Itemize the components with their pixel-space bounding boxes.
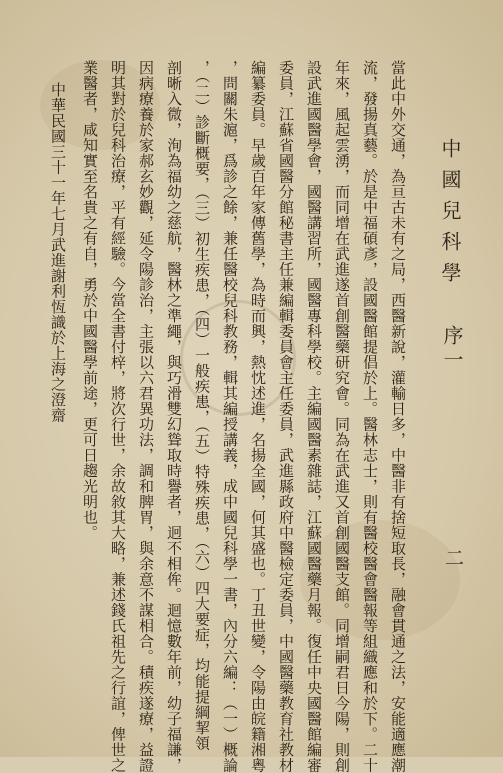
text-column-8: ，（二）診斷概要，（三）初生疾患，（四）一般疾患，（五）特殊疾患，（六）四大要症，均能提綱挈領 <box>193 60 211 751</box>
book-title: 中國兒科學 <box>438 138 462 293</box>
text-column-9: 剖晰入微，洵為福幼之慈航，醫林之準繩，與巧滑雙幻聳取時譽者，迥不相侔。迴憶數年前，幼子福謙， <box>165 60 183 773</box>
text-column-6: 編纂委員。早歲百年家傳舊學，為時而興，熱忱述進，名揚全國，何其盛也。丁丑世變，令陽由皖籍湘粵 <box>249 60 267 773</box>
page-number: 二 <box>442 548 464 567</box>
text-column-4: 設武進國醫學會，國醫講習所，國醫專科學校。主編國醫素雜誌，江蘇國醫藥月報。復任中央國醫館編審 <box>305 60 323 773</box>
signature-column: 中華民國三十一年七月武進謝利恆識於上海之澄齋 <box>49 82 67 423</box>
text-column-3: 年來，風起雲湧，而同增在武進遂首創醫藥研究會。同為在武進又首創國醫支館。同增嗣君日今陽，則創 <box>333 60 351 773</box>
paper-stain <box>300 520 460 640</box>
text-column-10: 因病療養於家郝玄妙觀，延令陽診治，主張以六君異功法，調和脾胃，與余意不謀相合。積疾遂療，益證 <box>137 60 155 773</box>
text-column-2: 流，發揚真藝。於是中福碩彥，設國醫館提倡於上。醫林志士，則有醫校醫會醫報等組織應和於下。二十 <box>361 60 379 773</box>
text-column-1: 當此中外交通，為亘古未有之局，西醫新說，灌輸日多，中醫非有捨短取長，融會貫通之法，安能適應潮 <box>389 60 407 773</box>
text-column-12: 業醫者，咸知實至名貴之有自，勇於中國醫學前途，更可日趨光明也。 <box>81 60 99 541</box>
section-heading: 序一 <box>440 325 464 373</box>
text-column-5: 委員，江蘇省國醫分館秘書主任兼編輯委員會主任委員，武進縣政府中醫檢定委員，中國醫藥教育社教材 <box>277 60 295 773</box>
text-column-7: ，問關朱滬，爲診之餘，兼任醫校兒科教務，輯其編授講義，成中國兒科學一書，內分六編：（一）概論 <box>221 60 239 773</box>
text-column-11: 明其對於兒科治療，平有經驗。今當全書付梓，將次行世，余故敘其大略，兼述錢氏祖先之行誼，俾世之 <box>109 60 127 773</box>
